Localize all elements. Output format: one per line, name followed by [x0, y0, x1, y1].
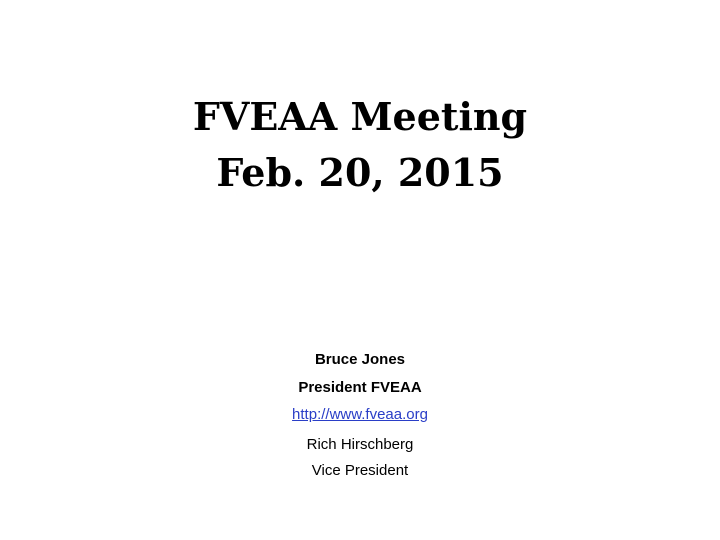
presenter-2-name: Rich Hirschberg — [306, 436, 414, 453]
website-link[interactable]: http://www.fveaa.org — [292, 406, 428, 423]
presenter-1-name: Bruce Jones — [314, 351, 406, 368]
website-link-container — [0, 407, 720, 422]
slide-title-line-2: Feb. 20, 2015 — [216, 150, 504, 195]
presenter-1-title: President FVEAA — [298, 379, 422, 396]
presenter-2-title: Vice President — [311, 462, 409, 479]
slide-title-line-1: FVEAA Meeting — [192, 94, 528, 139]
